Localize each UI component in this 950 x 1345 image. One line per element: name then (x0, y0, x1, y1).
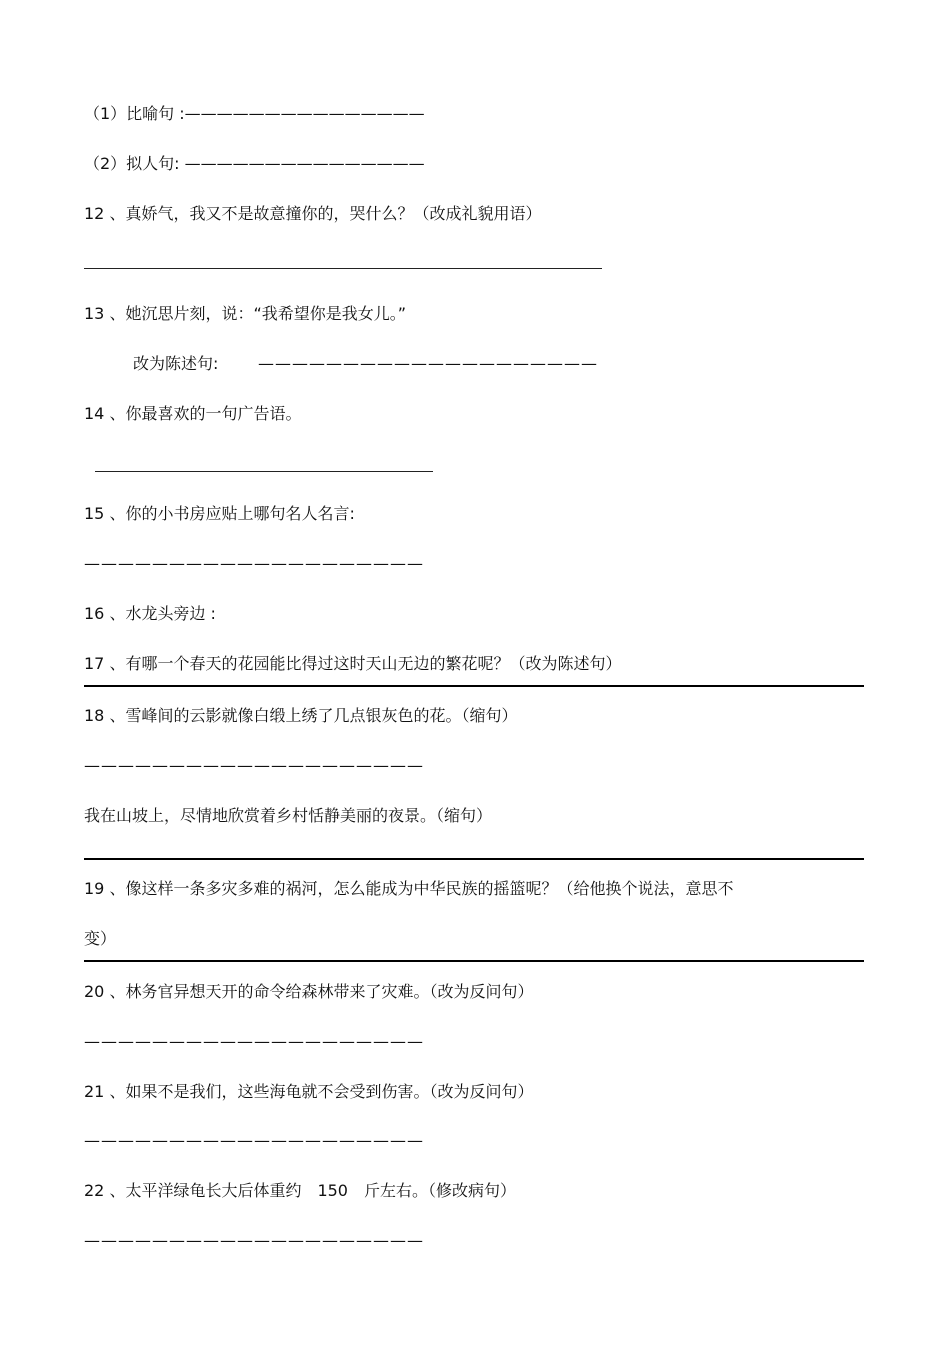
question-15: 15 、你的小书房应贴上哪句名人名言: (84, 504, 355, 523)
answer-line-19 (84, 960, 864, 962)
answer-blank-20: ———————————————————— (84, 1032, 424, 1051)
answer-blank-21: ———————————————————— (84, 1131, 424, 1150)
answer-line-14 (95, 471, 433, 472)
answer-line-17 (84, 685, 864, 687)
question-13: 13 、她沉思片刻，说：“我希望你是我女儿。” (84, 304, 407, 323)
question-18b: 我在山坡上，尽情地欣赏着乡村恬静美丽的夜景。（缩句） (84, 806, 493, 825)
question-16: 16 、水龙头旁边 : (84, 604, 216, 623)
question-18: 18 、雪峰间的云影就像白缎上绣了几点银灰色的花。（缩句） (84, 706, 518, 725)
question-20: 20 、林务官异想天开的命令给森林带来了灾难。（改为反问句） (84, 982, 534, 1001)
question-12: 12 、真娇气，我又不是故意撞你的，哭什么？（改成礼貌用语） (84, 204, 542, 223)
question-13-instruction: 改为陈述句: (133, 354, 219, 373)
answer-line-18b (84, 858, 864, 860)
question-19-continued: 变） (84, 929, 117, 948)
personification-prompt: （2）拟人句: ——————————————— (84, 154, 425, 173)
answer-blank-13: ———————————————————— (258, 354, 598, 373)
simile-prompt: （1）比喻句 :——————————————— (84, 104, 425, 123)
answer-line-12 (84, 268, 602, 269)
question-21: 21 、如果不是我们，这些海龟就不会受到伤害。（改为反问句） (84, 1082, 534, 1101)
question-19: 19 、像这样一条多灾多难的祸河，怎么能成为中华民族的摇篮呢？（给他换个说法，意思不 (84, 879, 734, 898)
question-17: 17 、有哪一个春天的花园能比得过这时天山无边的繁花呢？（改为陈述句） (84, 654, 622, 673)
answer-blank-15: ———————————————————— (84, 554, 424, 573)
question-14: 14 、你最喜欢的一句广告语。 (84, 404, 302, 423)
answer-blank-22: ———————————————————— (84, 1231, 424, 1250)
question-22: 22 、太平洋绿龟长大后体重约 150 斤左右。（修改病句） (84, 1181, 516, 1200)
answer-blank-18: ———————————————————— (84, 756, 424, 775)
